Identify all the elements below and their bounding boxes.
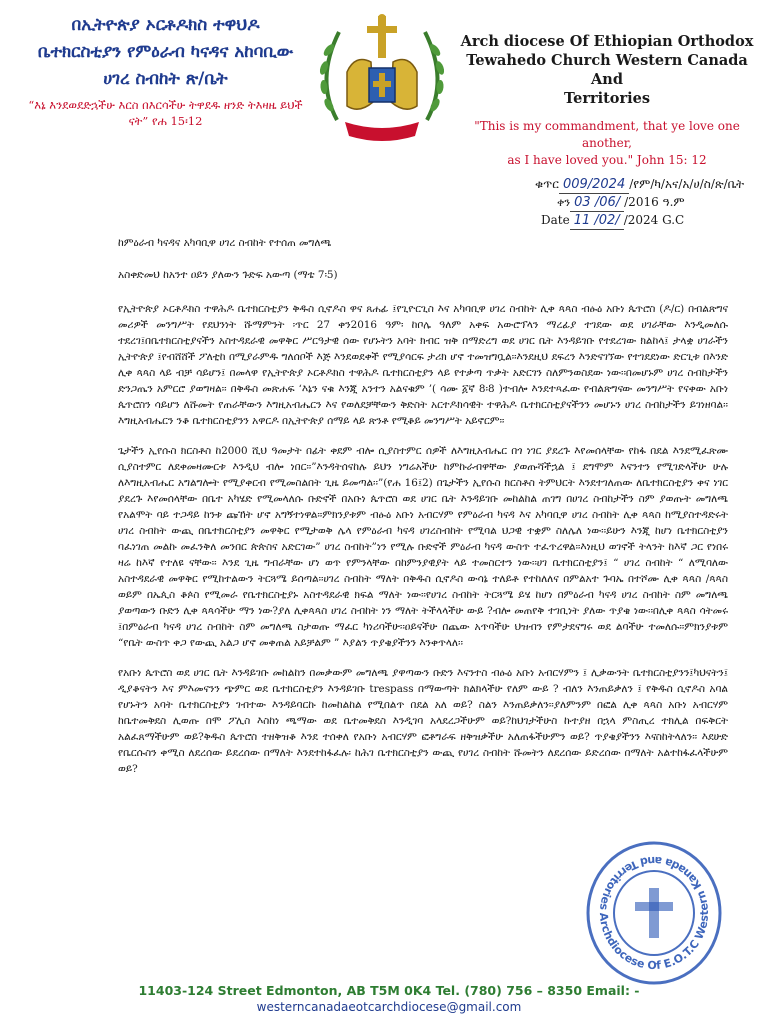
archdiocese-stamp-icon	[583, 838, 725, 988]
ethiopian-date-suffix: /2016 ዓ.ም	[624, 195, 685, 209]
gc-date-value: 11 /02/	[570, 212, 624, 230]
amharic-letterhead	[28, 12, 303, 129]
reference-number-suffix: /የም/ካ/አና/አ/ሀ/ስ/ጽ/ቤት	[629, 177, 745, 191]
footer	[0, 982, 778, 1015]
gc-date-suffix: /2024 G.C	[623, 213, 685, 227]
reference-number-row	[535, 176, 775, 194]
amharic-title-line-2: ቤተክርስቲያን የምዕራብ ካናዳና አከባቢው	[37, 42, 294, 62]
paragraph-2: ጌታችን ኢየሱስ ክርስቶስ ከ2000 ሺህ ዓመታት በፊት ቀደም ብሎ ሲያስተምር ሰዎች ለእግዚአብሔር በጎ ነገር ያደረጉ እየመሰላቸው የከፋ በደል እንደሚፈጽሙ ሲያስተምር ለደቀመዛሙርቱ እንዲህ ብሎ ነበር፡፡”እንዳትሰናከሉ ይህን ነግሬአችሁ ከምኩራብዋቸው ያወጡሻችኋል ፤ ደግሞም እናንተን የሚገድላችሁ ሁሉ ለእግዚአብሔር አግልግሎት የሚያቀርብ የሚመስልበት ጊዜ ይመጣል፡፡”(የሐ 16፤2) በጌታችን ኢየሱስ ክርስቶስ ትምህርት እንደተገለጠው ለቤተክርስቲያን ቀና ነገር ያደረጉ እየመሰላቸው በቤተ አካሄድ የሚመላለሱ ቡድኖች በአቡነ ጴጥሮስ ወደ ሀገር ቤት እንዳይገቡ መከልከል ጠገግ በሀገረ ስብከታችን ስም ያወጡት መግለጫ የአልሞት ባይ ተጋዳይ ከንቱ ጩኸት ሆኖ አግኝተነዋል፡፡ምክንያቱም ብፁዕ አቡነ አብርሃም የምዕራብ ካናዳ እና አካባቢዋ ሀገረ ስብከት ሊቀ ጳጳስ ከሚያስተዳድሩት ሀገረ ስብከት ውጪ በቤተክርስቲያን መዋቅር የሚታወቅ ሌላ የምዕራብ ካናዳ ሀገረስብከት የሚባል ህጋዊ ተቋም ስለሌለ ነው፡፡ይሁን እንጂ ከሆነ ቤተክርስቲያን ባፈነገጠ መልኩ መፈንቅለ መንበር ጵጵስና አድርገው” ሀገረ ስብከት”ነን የሚሉ ቡድኖች ምዕራብ ካናዳ ውስጥ ተፈጥረዋል፡፡እነዚህ ወገኖች ትላንት ከእኛ ጋር የነበሩ ዛሬ ከእኛ የተለዩ ናቸው፡፡ እንደ ጊዜ ግብራቸው ሆነ ወጥ የምንላቸው በከምንያዊያት ላይ ተመስርተን ነው፡፡ሀገ ቤተክርስቲያን፤ “ ሀገረ ስብከት “ ለሚባለው አስተዳደራዊ መዋቅር የሚከተልውን ትርጓሜ ይሰጣል፡፡ሀገረ ስብከት ማለት በቅዱስ ሲኖዶስ ውሳኔ ተለይቶ የተከለለና በምልአተ ጉባኤ በተሾሙ ሊቀ ጳጳስ /ጳጳስ ወይም በኤጲስ ቆጶስ የሚመራ የቤተክርስቲያኑ አስተዳደራዊ ክፍል ማለት ነው፡፡የሀገረ ስብከት ትርጓሜ ይሄ ከሆነ በምዕራብ ካናዳ ሀገረ ስብከት ስም መግለጫ ያወጣውን ቡድን ሊቀ ጳጳሳችሁ ማን ነው?ያለ ሊቀጳጳስ ሀገረ ስብከት ነን ማለት ትችላላችሁ ውይ ?ብሎ መጠየቅ ተገቢነት ያለው ጥያቄ ነው፡፡በሊቀ ጳጳስ ሳትመሩ ፤በምዕራብ ካናዳ ሀገረ ስብከት ስም መግለጫ ስታወጡ ማፈር ካነሪባችሁ፡፡ዐይናችሁ በጨው አጥባችሁ ህዝብን የምታደናግሩ ወደ ልባችሁ ተመለሱ፡፡ምክንያቱም “የቤት ውስጥ ቀጋ የውጪ አልጋ ሆኖ መቀጠል አይቻልም ” እያልን ጥያቄያችንን እንቀጥላለ፡፡	[118, 445, 728, 649]
footer-address: 11403-124 Street Edmonton, AB T5M 0K4 Tel. (780) 756 – 8350 Email: -	[138, 983, 640, 998]
church-crest-icon	[307, 10, 457, 150]
opening-verse: አስቀድመህ ከአንተ ዐይን ያለውን ጉድፍ አውጣ (ማቴ 7፡5)	[118, 269, 338, 281]
english-title-line-3: Territories	[563, 90, 651, 107]
letter-body	[118, 205, 728, 791]
paragraph-1: የኢትዮጵያ ኦርቶዶክስ ተዋሕዶ ቤተክርስቲያን ቅዱስ ሲኖዶስ ዋና ጸሐፊ ፤የጊዮርጊስ እና አካባቢዋ ሀገረ ስብከት ሊቀ ጳጳስ ብፁዕ አቡነ ጴጥሮስ (ዶ/ር) በብልጽግና መሪዎች መንግሥት የደህንነት ሹማምንት ፡ጥር 27 ቀን2016 ዓም፡ ከቦሌ ዓለም አቀፍ አውሮፕላን ማረፊያ ተገደው ወደ ሀገራቸው እንዲመለሱ ተደረገ፤በቤተክርስቲያናችን አስተዳደራዊ መዋቅር ሥርዓታዊ ሰው የሆኑትን አባት ክብር ዝቅ በማድረግ ወደ ሀገር ቤት እንዳይገቡ የተደረገው ክልከላ፤ ታላቋ ሀገራችን ኢትዮጵያ ፤የብሸሸች ፖለቲከ በሚያራምዱ ግለሰቦች እጅ እንደወደቀች የሚያሳርፍ ታሪክ ሆኖ ተመዝግቧል፡፡እንደዚህ ደፍረን እንድናገኘው የተገደደነው ድርጊቱ በእንድ ሊቀ ጳጳስ ላይ ብቻ ሳይሆን፤ በመላዋ የኢትዮጵያ ኦርቶዶክስ ተዋሕዶ ቤተክርስቲያን ላይ የተቃጣ ጥቃት አድርገን ስለምንወስደው ነው፡፡በመሆኑም ሀገረ ስብከታችን ድንጋጤን አምርሮ ያወግዛል፡፡ በቅዱስ መጽሐፍ ‘እኔን ናቁ እንጂ አንተን አልናቁም ’( ሳሙ ፩ኛ 8፡8 )ተብሎ እንደተጻፈው የብልጽግናው መንግሥት የናቀው አቡነ ጴጥሮስን ሳይሆን ለሹመት የጠራቸውን እግዚአብሔርን እና የወለደቻቸውን ቅድስት አርተዶክሳዊት ተዋሕዶ ቤተክርስቲያናችንን መሆኑን ሀገረ ስብከታችን ይገነዘባል፡፡እግዚአብሔርን ንቆ ቤተክርስቲያንን አዋርዶ በኢትዮጵያ ሰማይ ላይ ጽንቶ የሚቆይ መንግሥት አይኖርም፡፡	[118, 303, 728, 427]
english-verse-line-2: as I have loved you." John 15: 12	[507, 153, 707, 167]
english-letterhead	[452, 32, 762, 169]
footer-email[interactable]: westerncanadaeotcarchdiocese@gmail.com	[256, 1000, 522, 1014]
letter-subject: ከምዕራብ ካናዳና አካባቢዋ ሀገረ ስብከት የተሰጠ መግለጫ	[118, 237, 332, 249]
stamp-ring-text: Archdiocese Of E.O.T.C Western Kanada and Territories	[596, 853, 712, 973]
gc-date-label: Date	[541, 213, 570, 227]
reference-number-value: 009/2024	[559, 176, 629, 194]
letterhead	[0, 10, 778, 167]
reference-number-label: ቁጥር	[535, 177, 559, 191]
amharic-verse: “እኔ እንደወደድኋችሁ እርስ በእርሳችሁ ትዋደዱ ዘንድ ትእዛዜ ይህች ናት” የሐ 15፡12	[28, 98, 303, 128]
amharic-title-line-3: ሀገረ ስብከት ጽ/ቤት	[103, 69, 228, 89]
paragraph-3: የአቡነ ጴጥሮስ ወደ ሀገር ቤት እንዳይገቡ መከልከን በመቃውም መግለጫ ያዋጣውን ቡድን እናንተስ ብፁዕ አቡነ አብርሃምን ፤ ሊቃውንት ቤተክርስቲያንን፤ካህናትን፤ ዲያቆናትን እና ምእመናንን ጭምር ወደ ቤተክርስቲያን እንዳይገቡ trespass በማውጣት ክልክላችሁ የለም ውይ ? ብለን እንጠይቃለን ፤ የቅዱስ ሲኖዶስ አባል የሆኑትን አባት ቤተክርስቲያን ገብተው እንዳይባርኩ ከመከልከል የሚበልጥ በደል አለ ወይ? ስልን እንጠይቃለን፡፡ያለምንም በፎል ሊቀ ጳጳስ አቡነ አብርሃም ከቤተመቅደስ ሊወጡ በሞ ፖሊስ እስከነ ጫማው ወደ ቤተመቅደስ እንዲገባ አላደረጋችሁም ወይ?ከህገታችሁስ ኩተያዘ በኋላ ምስጢረ ተክሊል በፍቅርት አልፈጸማችሁም ወይ?ቅዱስ ጴጥሮስ ተዘቅዝቆ እንደ ተሰቀለ የአቡነ አብርሃም ፎቶግራፍ ዘቅዝቃችሁ አለጠፋችሁምን ወይ? ጥያቄያችንን እናስከትላለን፡፡ እደሁድ የቤርሱስን ቀሚስ ለደረሰው ይደረሰው በማለት እንደተከፋፈሉ፡ ከሕገ ቤተክርስቲያን ውጪ የሀገረ ስብከት ሹመትን ለደረሰው ይድረሰው በማለት አልተከፋፈላችሁም ወይ?	[118, 667, 728, 775]
english-title-line-2: Tewahedo Church Western Canada And	[466, 52, 748, 88]
english-title-line-1: Arch diocese Of Ethiopian Orthodox	[460, 33, 754, 50]
english-verse-line-1: "This is my commandment, that ye love one another,	[474, 119, 740, 150]
amharic-title-line-1: በኢትዮጵያ ኦርቶዶክስ ተዋህዶ	[71, 15, 260, 35]
ethiopian-date-value: 03 /06/	[570, 194, 624, 212]
ethiopian-date-row: ቀን 03 /06/ /2016 ዓ.ም	[557, 195, 685, 210]
